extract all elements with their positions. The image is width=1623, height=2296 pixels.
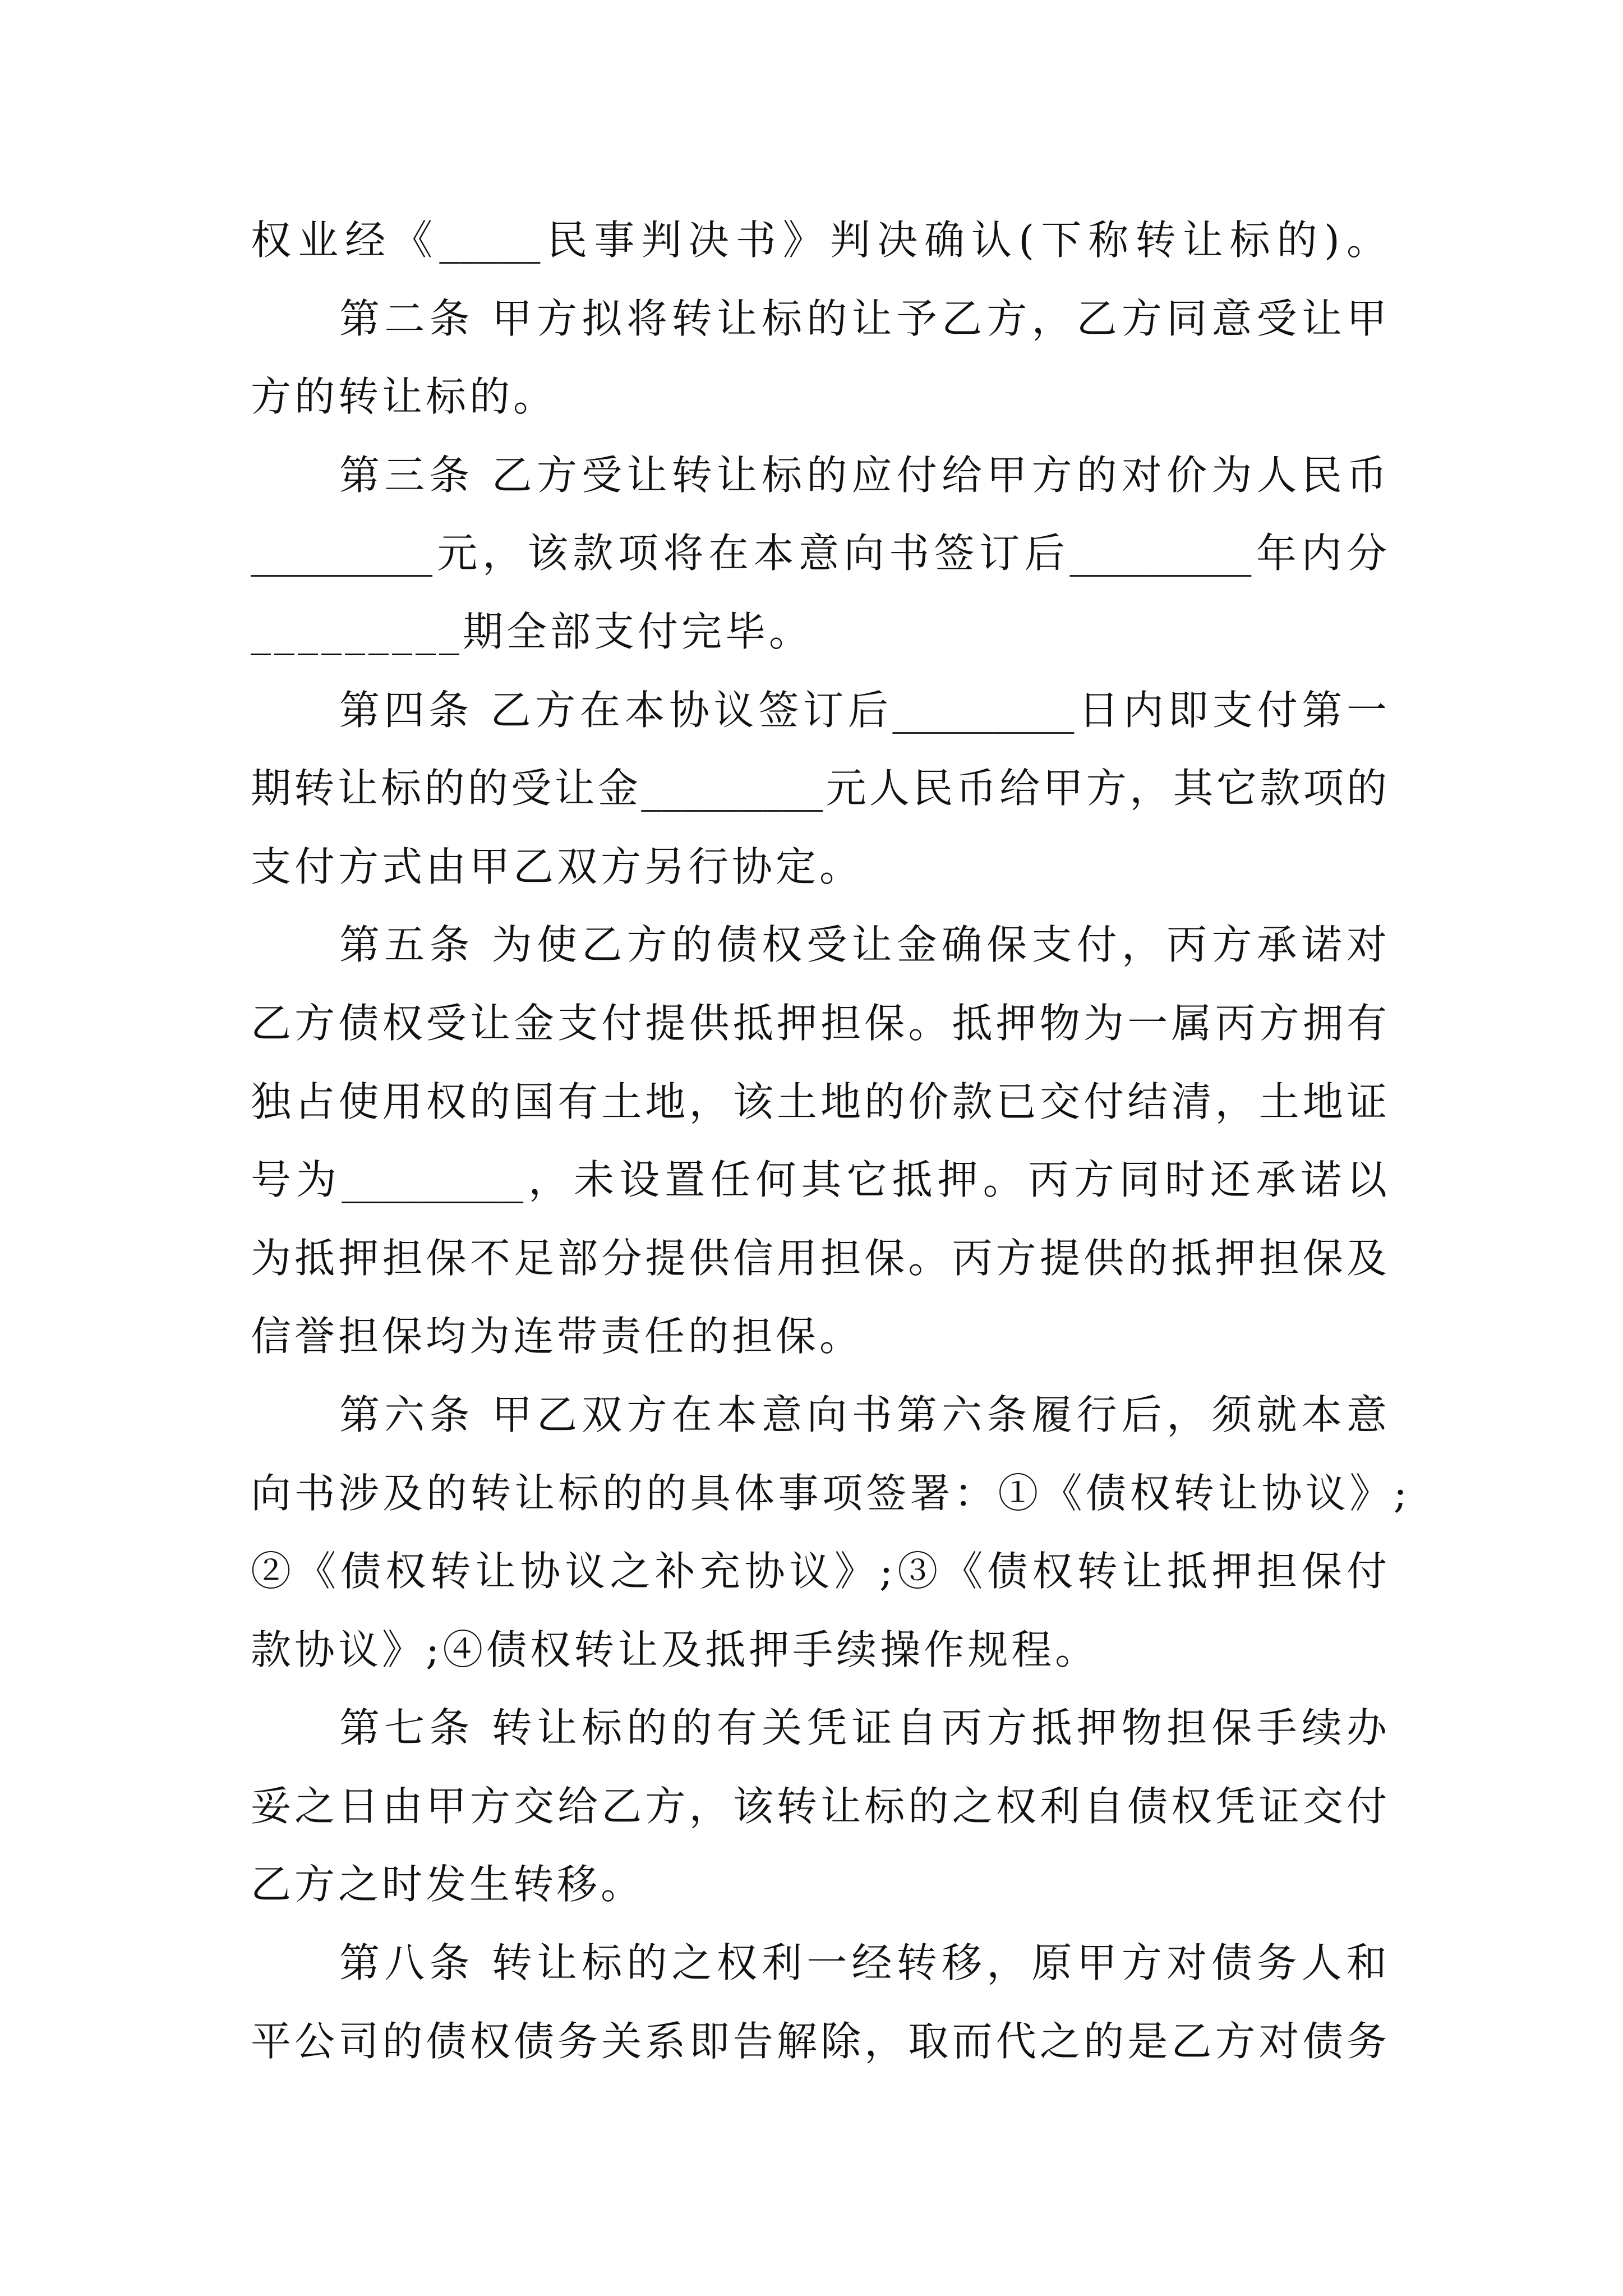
text-line: 支付方式由甲乙双方另行协定。: [251, 843, 864, 890]
article-8-paragraph: [251, 1924, 1387, 2081]
article-heading-line: 第五条 为使乙方的债权受让金确保支付，丙方承诺对: [339, 921, 1387, 969]
text-line: 权业经《_____民事判决书》判决确认(下称转让标的)。: [251, 217, 1387, 264]
article-heading-line: 第四条 乙方在本协议签订后_________日内即支付第一: [339, 686, 1387, 734]
article-heading-line: 第七条 转让标的的有关凭证自丙方抵押物担保手续办: [339, 1704, 1387, 1752]
text-line: 独占使用权的国有土地，该土地的价款已交付结清，土地证: [251, 1078, 1387, 1125]
article-6-paragraph: [251, 1376, 1407, 1689]
text-line: 款协议》;④债权转让及抵押手续操作规程。: [251, 1626, 1099, 1673]
article-2-paragraph: [251, 280, 1387, 436]
text-line: 妥之日由甲方交给乙方，该转让标的之权利自债权凭证交付: [251, 1782, 1387, 1830]
article-heading-line: 第八条 转让标的之权利一经转移，原甲方对债务人和: [339, 1939, 1387, 1987]
article-7-paragraph: [251, 1689, 1387, 1924]
article-5-paragraph: [251, 906, 1387, 1376]
text-line: 平公司的债权债务关系即告解除，取而代之的是乙方对债务: [251, 2017, 1387, 2065]
article-heading-line: 第二条 甲方拟将转让标的让予乙方，乙方同意受让甲: [339, 295, 1387, 342]
text-line: 乙方债权受让金支付提供抵押担保。抵押物为一属丙方拥有: [251, 999, 1387, 1047]
article-heading-line: 第三条 乙方受让转让标的应付给甲方的对价为人民币: [339, 451, 1387, 499]
text-line: 乙方之时发生转移。: [251, 1861, 645, 1908]
article-3-paragraph: [251, 436, 1387, 671]
text-line: 信誉担保均为连带责任的担保。: [251, 1313, 864, 1360]
text-line: ②《债权转让协议之补充协议》;③《债权转让抵押担保付: [251, 1548, 1387, 1595]
text-line: 向书涉及的转让标的的具体事项签署：①《债权转让协议》;: [251, 1469, 1407, 1517]
article-4-paragraph: [251, 671, 1387, 907]
continued-paragraph: [251, 201, 1387, 280]
text-line: 方的转让标的。: [251, 373, 557, 421]
text-line: _________元，该款项将在本意向书签订后_________年内分: [251, 530, 1387, 577]
text-line: _________期全部支付完毕。: [251, 608, 813, 655]
text-line: 号为_________，未设置任何其它抵押。丙方同时还承诺以: [251, 1156, 1387, 1204]
article-heading-line: 第六条 甲乙双方在本意向书第六条履行后，须就本意: [339, 1391, 1387, 1438]
text-line: 期转让标的的受让金_________元人民币给甲方，其它款项的: [251, 765, 1387, 812]
text-line: 为抵押担保不足部分提供信用担保。丙方提供的抵押担保及: [251, 1234, 1387, 1282]
document-body: [251, 201, 1407, 2081]
